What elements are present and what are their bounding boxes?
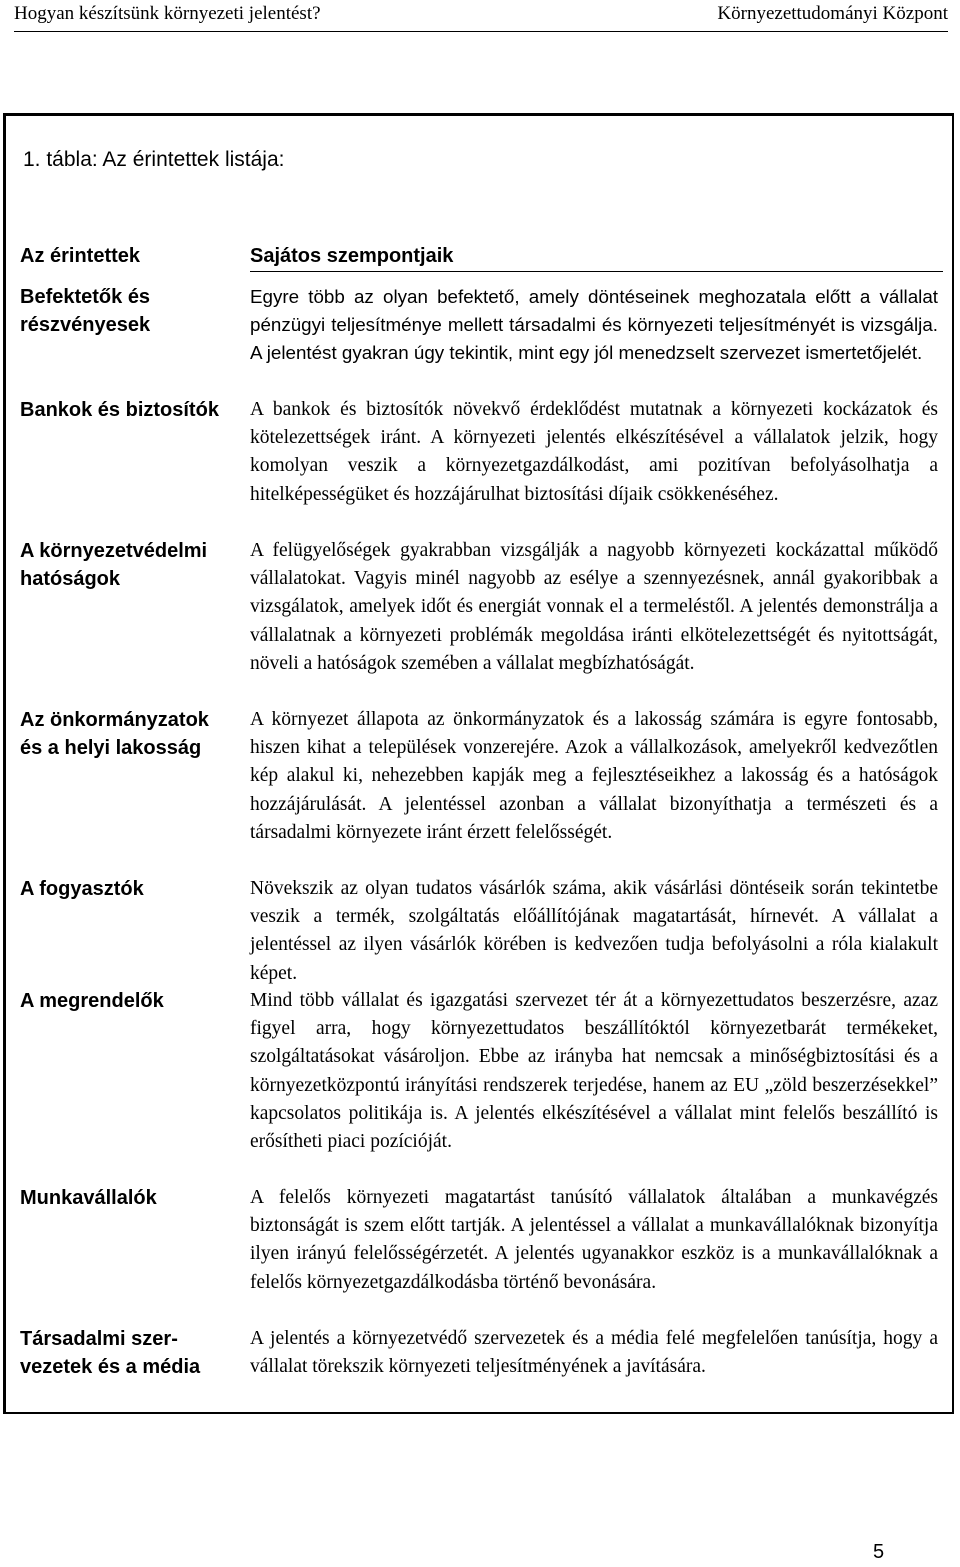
stakeholder-description: A felügyelőségek gyakrabban vizsgálják a nagyobb környezeti kockázattal működő vállalatokat. Vagyis minél nagyobb az esélye a szennyezésnek, annál gyakoribbak a vizsgálatok, amelyek időt és energiát vonnak el a termeléstől. A jelentés demonstrálja a vállalatnak a környezeti problémák megoldása iránti elkötelezettségét és nyitottságát, növeli a hatóságok szemében a vállalat megbízhatóságát. [250, 540, 938, 674]
stakeholder-label: A fogyasztók [20, 878, 144, 900]
running-header [14, 0, 948, 32]
stakeholder-table-frame [3, 113, 954, 1414]
table-title: 1. tábla: Az érintettek listája: [23, 148, 285, 171]
stakeholder-description: Növekszik az olyan tudatos vásárlók száma, akik vásárlási döntéseik során tekintetbe veszik a termék, szolgáltatás előállítójának magatartását, hírnevét. A vállalat a jelentéssel az ilyen vásárlók körében is kedvezően tudja befolyásolni a róla kialakult képet. [250, 878, 938, 984]
stakeholder-description: Mind több vállalat és igazgatási szervezet tér át a környezettudatos beszerzésre, azaz figyel arra, hogy környezettudatos beszállítóktól környezetbarát termékeket, szolgáltatásokat vásároljon. Ebbe az irányba hat nemcsak a minőségbiztosítási és a környezetközpontú irányítási rendszerek terjedése, hanem az EU „zöld beszerzésekkel” kapcsolatos politikája is. A jelentés elkészítésével a vállalat mint felelős beszállító is erősítheti piaci pozícióját. [250, 990, 938, 1153]
page-number: 5 [873, 1541, 885, 1563]
header-divider [250, 271, 943, 272]
column-header-stakeholders: Az érintettek [20, 245, 141, 267]
stakeholder-description: A bankok és biztosítók növekvő érdeklődést mutatnak a környezeti kockázatok és kötelezettségek iránt. A környezeti jelentés elkészítésével a vállalatok jelzik, hogy komolyan veszik a környezetgazdálkodást, ami pozitívan befolyásolhatja a hitelképességüket és hozzájárulhat biztosítási díjaik csökkenéséhez. [250, 399, 938, 505]
stakeholder-label: Befektetők és részvényesek [20, 286, 151, 337]
stakeholder-label: Az önkormányzatok és a helyi lakosság [20, 709, 209, 760]
stakeholder-label: Munkavállalók [20, 1187, 157, 1209]
column-header-aspects: Sajátos szempontjaik [250, 245, 454, 267]
stakeholder-label: Társadalmi szer- vezetek és a média [20, 1328, 201, 1379]
stakeholder-description: A felelős környezeti magatartást tanúsító vállalatok általában a munkavégzés biztonságát is szem előtt tartják. A jelentéssel a vállalat a munkavállalóknak bizonyítja ilyen irányú felelősségérzetét. A jelentés ugyanakkor eszköz is a munkavállalóknak a felelős környezetgazdálkodásba történő bevonására. [250, 1187, 938, 1293]
stakeholder-description: A környezet állapota az önkormányzatok és a lakosság számára is egyre fontosabb, hiszen kihat a települések vonzerejére. Azok a vállalkozások, amelyekről kedvezőtlen kép alakul ki, nehezebben kapják meg a fejlesztéseikhez a lakosság és a hatóságok hozzájárulását. A jelentéssel azonban a vállalat bizonyíthatja a természeti és a társadalmi környezete iránt érzett felelősségét. [250, 709, 938, 843]
stakeholder-description: A jelentés a környezetvédő szervezetek és a média felé megfelelően tanúsítja, hogy a vállalat törekszik környezeti teljesítményének a javítására. [250, 1328, 938, 1378]
header-document-title: Hogyan készítsünk környezeti jelentést? [14, 3, 321, 24]
header-organization: Környezettudományi Központ [717, 3, 948, 24]
stakeholder-label: Bankok és biztosítók [20, 399, 219, 421]
stakeholder-label: A környezetvédelmi hatóságok [20, 540, 208, 591]
stakeholder-label: A megrendelők [20, 990, 164, 1012]
stakeholder-description: Egyre több az olyan befektető, amely döntéseinek meghozatala előtt a vállalat pénzügyi teljesítménye mellett társadalmi és környezeti teljesítményét is vizsgálja. A jelentést gyakran úgy tekintik, mint egy jól menedzselt szervezet ismertetőjelét. [250, 286, 938, 364]
